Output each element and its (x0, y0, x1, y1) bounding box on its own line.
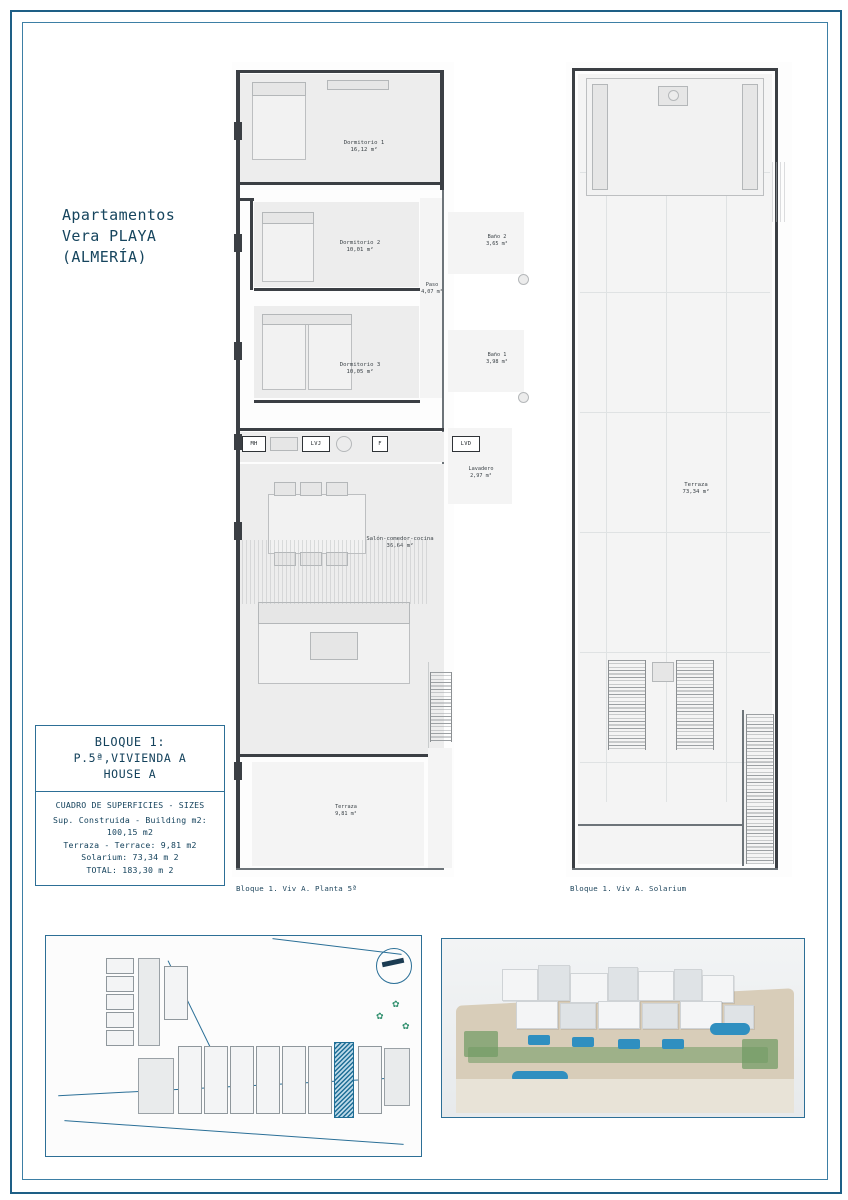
room-corridor (420, 198, 442, 398)
room-label-bedroom-1: Dormitorio 1 16,12 m² (343, 140, 385, 153)
floor-plan-level-5 (232, 62, 508, 893)
legend-block-label: BLOQUE 1: (94, 735, 166, 749)
room-label-bedroom-3: Dormitorio 3 10,05 m² (339, 362, 381, 375)
bed-3a (262, 314, 306, 390)
project-title (62, 205, 252, 268)
legend-row-solarium: Solarium: 73,34 m 2 (81, 852, 179, 862)
legend-table-title: CUADRO DE SUPERFICIES - SIZES (55, 800, 205, 810)
project-title-line-3: (ALMERÍA) (62, 248, 147, 266)
solarium-shading (772, 162, 786, 222)
plan-sheet-a (232, 62, 508, 877)
hob-burner-icon (336, 436, 352, 452)
room-label-bathroom-1: Baño 1 3,98 m² (486, 352, 508, 365)
wall-partition-5 (240, 428, 444, 431)
solarium-wall-top (572, 68, 778, 71)
window-mark-4 (234, 434, 242, 450)
appliance-tag-f: F (372, 436, 388, 452)
aerial-render-panel (441, 938, 805, 1118)
legend-row-terrace: Terraza - Terrace: 9,81 m2 (63, 839, 197, 850)
solarium-edge (578, 824, 742, 826)
stair-landing (428, 748, 452, 868)
fixture-icon-a (518, 274, 529, 285)
floor-plan-solarium (566, 62, 792, 893)
wardrobe-1 (327, 80, 389, 90)
plan-caption-solarium: Bloque 1. Viv A. Solarium (570, 884, 687, 893)
bed-1-headboard (252, 82, 306, 96)
solarium-stair-left (608, 660, 646, 750)
window-mark-6 (234, 762, 242, 780)
window-mark-5 (234, 522, 242, 540)
plan-sheet-b (566, 62, 792, 877)
fixture-icon-b (518, 392, 529, 403)
legend-header (36, 726, 224, 792)
coffee-table (310, 632, 358, 660)
window-mark-3 (234, 342, 242, 360)
sink-unit (270, 437, 298, 451)
legend-dwelling-label: P.5ª,VIVIENDA A (73, 751, 187, 765)
room-label-laundry: Lavadero 2,97 m² (468, 466, 494, 479)
sofa-back (258, 602, 410, 624)
project-title-line-1: Apartamentos (62, 206, 176, 224)
room-label-terrace: Terraza 9,81 m² (335, 804, 357, 817)
plan-caption-level-5: Bloque 1. Viv A. Planta 5ª (236, 884, 357, 893)
window-mark-1 (234, 122, 242, 140)
bed-2-headboard (262, 212, 314, 224)
legend-row-total: TOTAL: 183,30 m 2 (86, 864, 174, 875)
solarium-wall-left (572, 68, 575, 870)
solarium-stair-right (676, 660, 714, 750)
chair-2 (300, 482, 322, 496)
chair-3 (326, 482, 348, 496)
stair-wall (742, 710, 744, 866)
legend-house-label: HOUSE A (103, 767, 157, 781)
room-label-bedroom-2: Dormitorio 2 10,01 m² (339, 240, 381, 253)
window-mark-2 (234, 234, 242, 252)
wall-partition-1 (240, 182, 440, 185)
hatch-detail-icon (668, 90, 679, 101)
wall-partition-4 (254, 400, 420, 403)
appliance-tag-lvj: LVJ (302, 436, 330, 452)
bed-3b (308, 314, 352, 390)
room-label-bathroom-2: Baño 2 3,65 m² (486, 234, 508, 247)
site-plan-panel: ✿ ✿ ✿ (45, 935, 422, 1157)
wall-exterior-bottom (236, 868, 444, 870)
wall-partition-2 (250, 198, 253, 290)
north-arrow-icon (376, 948, 412, 984)
wall-exterior-top (236, 70, 444, 73)
legend-table (36, 792, 224, 885)
legend-row-built: Sup. Construida - Building m2: 100,15 m2 (53, 814, 207, 837)
solarium-stair-access (746, 714, 774, 864)
highlighted-unit (334, 1042, 354, 1118)
room-label-living: Salón-comedor-cocina 36,64 m² (366, 536, 434, 549)
bed-3-headboard (262, 314, 352, 325)
pergola-beam-right (742, 84, 758, 190)
wall-partition-3 (254, 288, 420, 291)
appliance-tag-mh: MH (242, 436, 266, 452)
room-label-corridor: Paso 4,07 m² (421, 282, 443, 295)
solarium-wall-bottom (572, 868, 778, 870)
wall-partition-6 (240, 754, 428, 757)
wall-exterior-right-upper (440, 70, 444, 190)
project-title-line-2: Vera PLAYA (62, 227, 157, 245)
surface-legend (35, 725, 225, 886)
facade-shading (242, 540, 428, 604)
appliance-tag-lvd: LVD (452, 436, 480, 452)
pergola-beam-left (592, 84, 608, 190)
staircase-a (430, 672, 452, 742)
solarium-table (652, 662, 674, 682)
chair-1 (274, 482, 296, 496)
room-label-solarium-terrace: Terraza 73,34 m² (682, 482, 710, 495)
